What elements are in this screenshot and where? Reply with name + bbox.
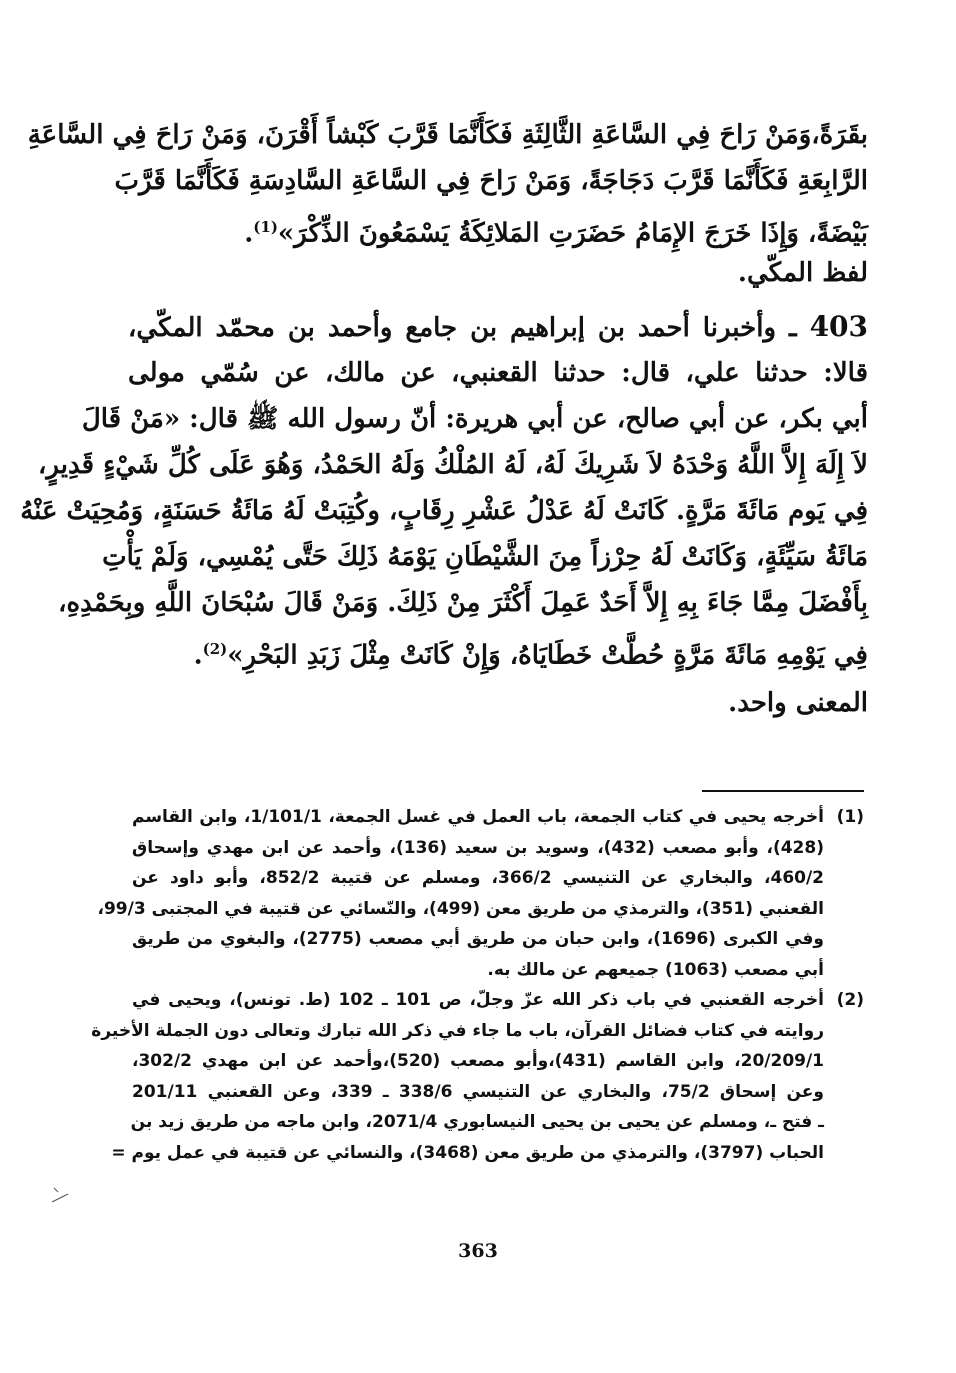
paragraph-gap — [128, 672, 868, 680]
same-meaning-note: المعنى واحد. — [728, 688, 868, 718]
text-line: فِي يَوم مَائَةَ مَرَّةٍ. كَانَتْ لَهُ عَدْلُ عَشْرِ رِقَابٍ، وكُتِبَتْ لَهُ مَائَةُ حَسَنَةٍ، وَمُحِيَتْ عَنْهُ — [20, 496, 868, 526]
footnote-ref: (2) — [202, 640, 228, 658]
footnote-1 — [97, 802, 864, 985]
footnote-line: روايته في كتاب فضائل القرآن، باب ما جاء في ذكر الله تبارك وتعالى دون الجملة الأخيرة — [91, 1020, 824, 1041]
footnote-line: (428)، وأبو مصعب (432)، وسويد بن سعيد (136)، وأحمد عن ابن مهدي وإسحاق — [132, 837, 824, 858]
text-line: لاَ إِلَهَ إِلاَّ اللَّهُ وَحْدَهُ لاَ شَرِيكَ لَهُ، لَهُ المُلْكُ وَلَهُ الحَمْدُ، وَهُوَ عَلَى كُلِّ شَيْءٍ قَدِيرٍ، — [37, 450, 868, 480]
paragraph-gap — [128, 296, 868, 304]
page-number: 363 — [458, 1240, 498, 1262]
text-line: أبي بكر، عن أبي صالح، عن أبي هريرة: أنّ رسول الله ﷺ قال: «مَنْ قَالَ — [81, 404, 868, 434]
hadith-heading-line — [128, 304, 868, 350]
text-segment: فِي يَوْمِهِ مَائَةَ مَرَّةٍ حُطَّتْ خَطَايَاهُ، وَإِنْ كَانَتْ مِثْلَ زَبَدِ البَحْرِ» — [227, 640, 868, 671]
punctuation: . — [244, 218, 254, 249]
footnote-line: وفي الكبرى (1696)، وابن حبان من طريق أبي مصعب (2775)، والبغوي من طريق — [132, 929, 824, 949]
footnote-separator — [702, 790, 864, 792]
footnote-line: ـ فتح ـ، ومسلم عن يحيى بن يحيى النيسابوري 2071/4، وابن ماجه من طريق زيد بن — [130, 1112, 824, 1132]
text-line: مَائَةُ سَيِّئَةٍ، وَكَانَتْ لَهُ حِرْزاً مِنَ الشَّيْطَانِ يَوْمَهُ ذَلِكَ حَتَّى يُمْسِي، وَلَمْ يَأْتِ — [102, 542, 868, 572]
scan-mark-icon — [50, 1186, 72, 1204]
text-line: الرَّابِعَةِ فَكَأَنَّمَا قَرَّبَ دَجَاجَةً، وَمَنْ رَاحَ فِي السَّاعَةِ السَّادِسَةِ فَكَأَنَّمَا قَرَّبَ — [114, 166, 868, 196]
footnote-line: أخرجه القعنبي في باب ذكر الله عزّ وجلّ، ص 101 ـ 102 (ط. تونس)، ويحيى في — [132, 990, 824, 1010]
footnote-line: أبي مصعب (1063) جميعهم عن مالك به. — [487, 959, 824, 980]
footnote-line: الحباب (3797)، والترمذي من طريق معن (3468)، والنسائي عن قتيبة في عمل يوم = — [111, 1142, 824, 1163]
footnote-number: (2) — [836, 990, 864, 1010]
footnote-line: وعن إسحاق 75/2، والبخاري عن التنيسي 338/6 ـ 339، وعن القعنبي 201/11 — [132, 1081, 824, 1102]
text-line: بقَرَةً،وَمَنْ رَاحَ فِي السَّاعَةِ الثَّالِثَةِ فَكَأَنَّمَا قَرَّبَ كَبْشاً أَقْرَنَ، وَمَنْ رَاحَ فِي السَّاعَةِ — [27, 120, 868, 150]
text-segment: بَيْضَةً، وَإِذَا خَرَجَ الإِمَامُ حَضَرَتِ المَلائِكَةُ يَسْمَعُونَ الذِّكْرَ» — [277, 218, 868, 249]
footnote-number: (1) — [836, 807, 864, 827]
main-text — [20, 112, 869, 726]
footnotes — [91, 802, 864, 1168]
text-line: بِأَفْضَلَ مِمَّا جَاءَ بِهِ إِلاَّ أَحَدٌ عَمِلَ أَكْثَرَ مِنْ ذَلِكَ. وَمَنْ قَالَ سُبْحَانَ اللَّهِ وبِحَمْدِهِ، — [58, 588, 868, 618]
text-line: قالا: حدثنا علي، قال: حدثنا القعنبي، عن مالك، عن سُمّي مولى — [128, 358, 868, 388]
text-segment: ـ وأخبرنا أحمد بن إبراهيم بن جامع وأحمد بن محمّد المكّي، — [128, 313, 797, 343]
lafz-note: لفظ المكّي. — [737, 258, 868, 288]
footnote-line: القعنبي (351)، والترمذي من طريق معن (499)، والنّسائي عن قتيبة في المجتبى 99/3، — [97, 898, 824, 919]
hadith-number: 403 — [809, 310, 869, 343]
footnote-ref: (1) — [253, 218, 278, 236]
text-line — [128, 204, 868, 250]
punctuation: . — [193, 640, 203, 671]
footnote-line: 20/209/1، وابن القاسم (431)،وأبو مصعب (520)،وأحمد عن ابن مهدي 302/2، — [132, 1051, 825, 1071]
footnote-2 — [91, 985, 864, 1168]
footnote-line: 460/2، والبخاري عن التنيسي 366/2، ومسلم عن قتيبة 852/2، وأبو داود عن — [132, 868, 825, 888]
text-line — [128, 626, 868, 672]
footnote-line: أخرجه يحيى في كتاب الجمعة، باب العمل في غسل الجمعة، 1/101/1، وابن القاسم — [132, 807, 825, 827]
